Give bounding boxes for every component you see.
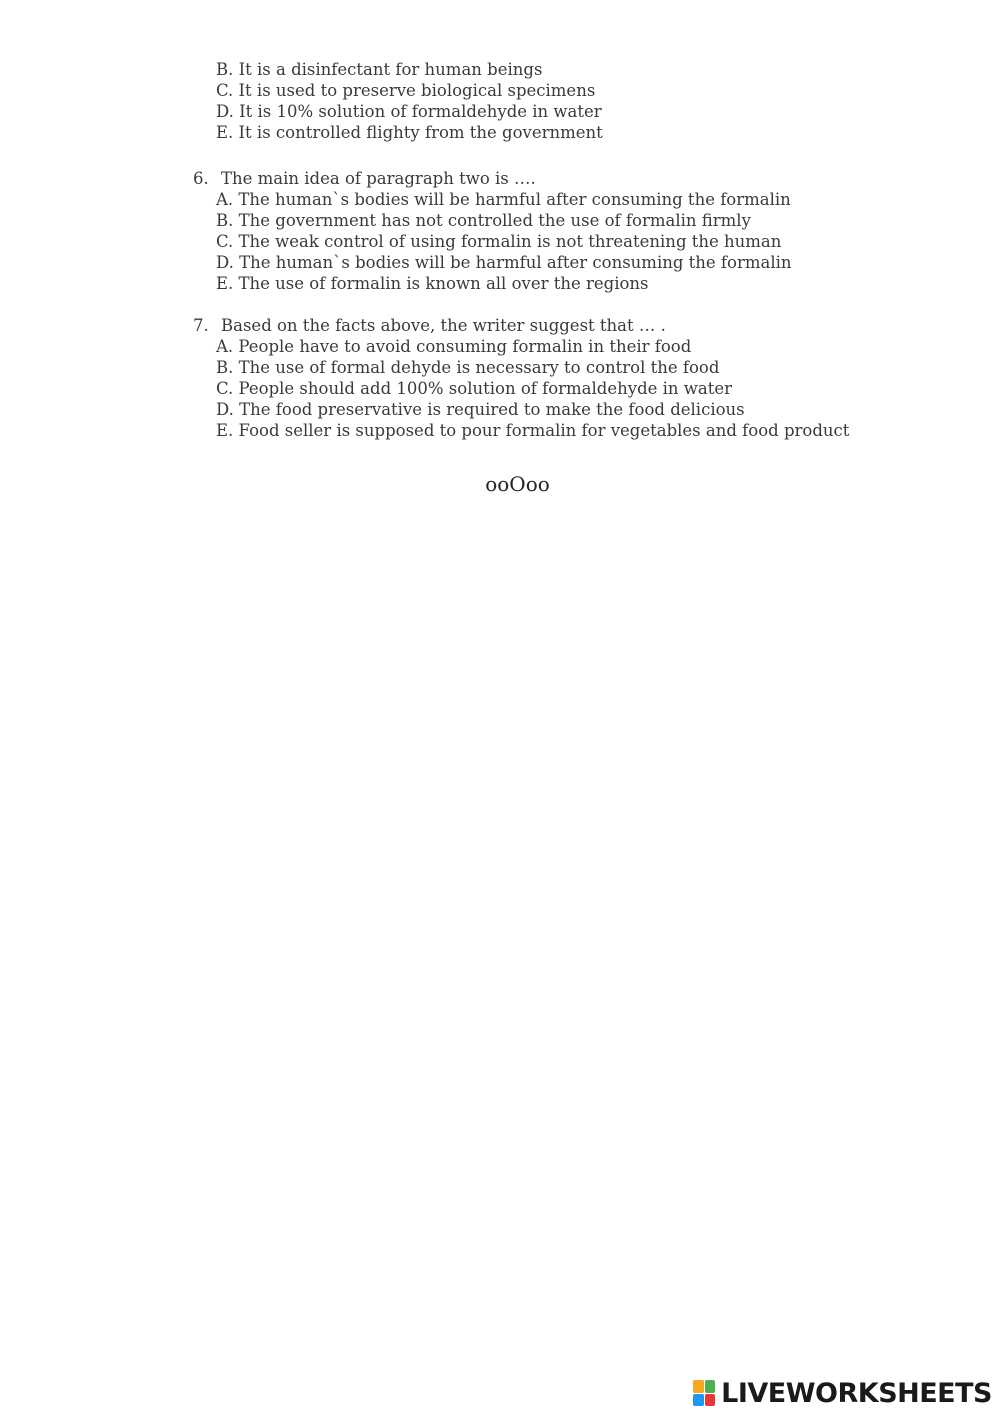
- question-text: The main idea of paragraph two is ….: [221, 169, 536, 188]
- question-7-stem: [193, 315, 893, 336]
- question-6-stem: [193, 168, 893, 189]
- option-6d: D. The human`s bodies will be harmful after consuming the formalin: [216, 253, 792, 272]
- liveworksheets-logo-icon: [693, 1380, 715, 1406]
- question-number: 7.: [193, 316, 209, 335]
- question-7: [193, 315, 893, 441]
- option-6b: B. The government has not controlled the use of formalin firmly: [216, 211, 751, 230]
- logo-tile-e: [705, 1394, 716, 1407]
- option-5e: E. It is controlled flighty from the government: [216, 123, 603, 142]
- option-5b: B. It is a disinfectant for human beings: [216, 60, 543, 79]
- logo-tile-v: [693, 1394, 704, 1407]
- liveworksheets-brand[interactable]: [693, 1378, 992, 1408]
- option-7a: A. People have to avoid consuming formalin in their food: [216, 337, 692, 356]
- option-7e: E. Food seller is supposed to pour formalin for vegetables and food product: [216, 421, 850, 440]
- option-7c: C. People should add 100% solution of formaldehyde in water: [216, 379, 733, 398]
- option-6a: A. The human`s bodies will be harmful after consuming the formalin: [216, 190, 791, 209]
- question-6: [193, 168, 893, 294]
- option-6e: E. The use of formalin is known all over the regions: [216, 274, 649, 293]
- question-5-options: [193, 59, 893, 143]
- option-7d: D. The food preservative is required to make the food delicious: [216, 400, 745, 419]
- question-text: Based on the facts above, the writer suggest that … .: [221, 316, 666, 335]
- option-5c: C. It is used to preserve biological specimens: [216, 81, 596, 100]
- option-6c: C. The weak control of using formalin is not threatening the human: [216, 232, 782, 251]
- logo-tile-l: [693, 1380, 704, 1393]
- logo-tile-i: [705, 1380, 716, 1393]
- option-7b: B. The use of formal dehyde is necessary to control the food: [216, 358, 720, 377]
- option-5d: D. It is 10% solution of formaldehyde in water: [216, 102, 602, 121]
- end-mark: ooOoo: [485, 472, 550, 496]
- question-number: 6.: [193, 169, 209, 188]
- brand-name: LIVEWORKSHEETS: [721, 1377, 992, 1409]
